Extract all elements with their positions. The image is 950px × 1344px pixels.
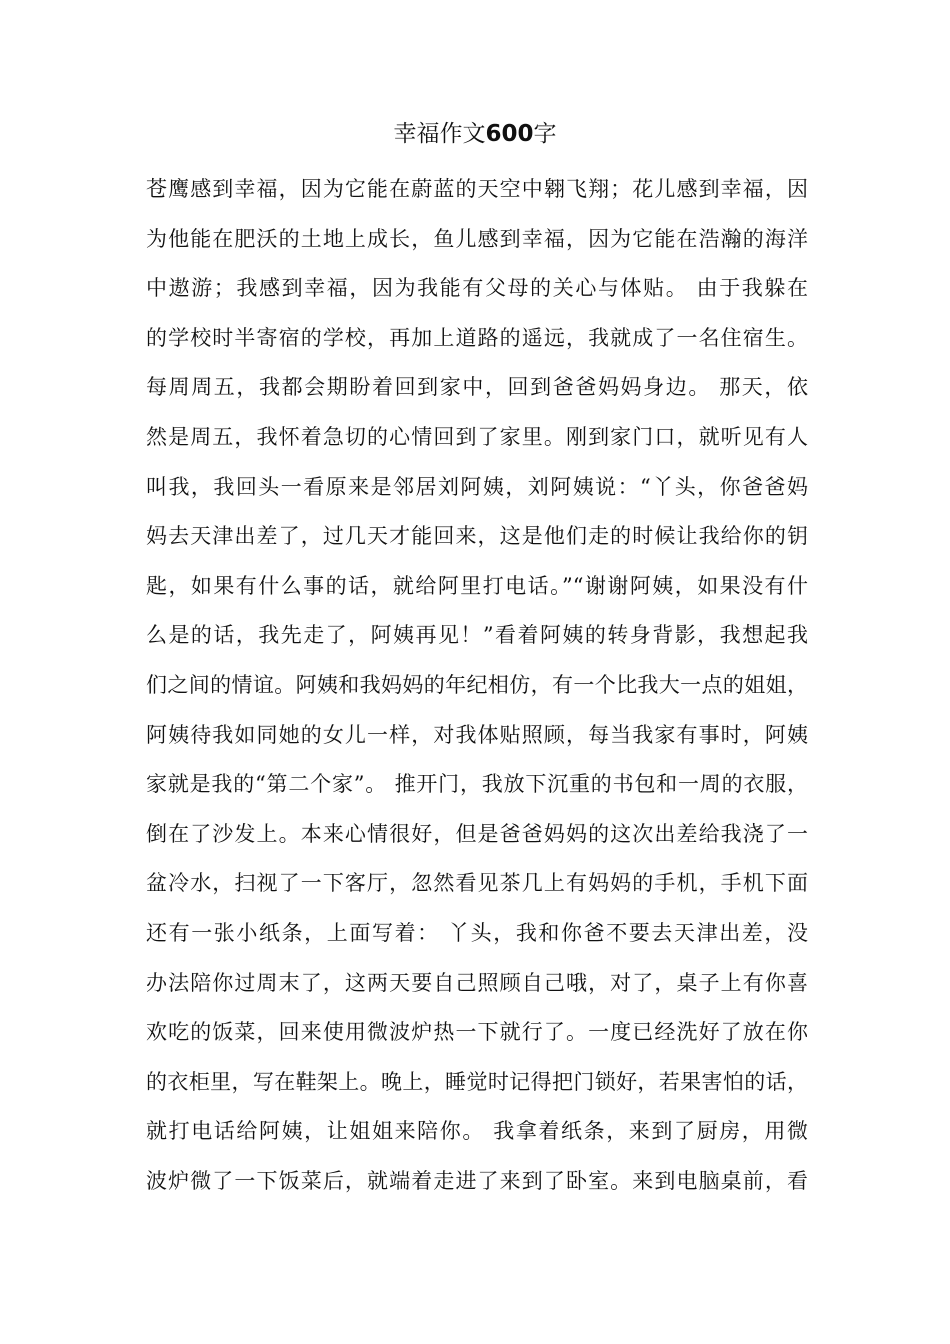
- text-line: 然是周五，我怀着急切的心情回到了家里。刚到家门口，就听见有人: [146, 424, 808, 449]
- text-line: 么是的话，我先走了，阿姨再见！”看着阿姨的转身背影，我想起我: [146, 623, 808, 648]
- text-line: 就打电话给阿姨，让姐姐来陪你。 我拿着纸条，来到了厨房，用微: [146, 1119, 808, 1144]
- text-line: 匙，如果有什么事的话，就给阿里打电话。”“谢谢阿姨，如果没有什: [146, 573, 808, 598]
- text-line: 办法陪你过周末了，这两天要自己照顾自己哦，对了，桌子上有你喜: [146, 970, 808, 995]
- text-line: 们之间的情谊。阿姨和我妈妈的年纪相仿，有一个比我大一点的姐姐，: [146, 672, 808, 697]
- text-line: 妈去天津出差了，过几天才能回来，这是他们走的时候让我给你的钥: [146, 524, 808, 549]
- text-line: 波炉微了一下饭菜后，就端着走进了来到了卧室。来到电脑桌前，看: [146, 1168, 808, 1193]
- text-line: 为他能在肥沃的土地上成长，鱼儿感到幸福，因为它能在浩瀚的海洋: [146, 226, 808, 251]
- text-line: 还有一张小纸条，上面写着： 丫头，我和你爸不要去天津出差，没: [146, 920, 808, 945]
- text-line: 每周周五，我都会期盼着回到家中，回到爸爸妈妈身边。 那天，依: [146, 375, 808, 400]
- text-line: 中遨游；我感到幸福，因为我能有父母的关心与体贴。 由于我躲在: [146, 276, 808, 301]
- text-line: 叫我，我回头一看原来是邻居刘阿姨，刘阿姨说：“丫头，你爸爸妈: [146, 474, 808, 499]
- title-number: 600: [485, 121, 534, 147]
- title-prefix: 幸福作文: [393, 121, 486, 147]
- text-line: 欢吃的饭菜，回来使用微波炉热一下就行了。一度已经洗好了放在你: [146, 1020, 808, 1045]
- text-line: 的衣柜里，写在鞋架上。晚上，睡觉时记得把门锁好，若果害怕的话，: [146, 1069, 808, 1094]
- page-title: [0, 118, 950, 150]
- text-line: 倒在了沙发上。本来心情很好，但是爸爸妈妈的这次出差给我浇了一: [146, 821, 808, 846]
- title-suffix: 字: [533, 121, 557, 147]
- essay-body: [146, 165, 808, 1206]
- text-line: 阿姨待我如同她的女儿一样，对我体贴照顾，每当我家有事时，阿姨: [146, 722, 808, 747]
- text-line: 的学校时半寄宿的学校，再加上道路的遥远，我就成了一名住宿生。: [146, 325, 808, 350]
- text-line: 苍鹰感到幸福，因为它能在蔚蓝的天空中翱飞翔；花儿感到幸福，因: [146, 177, 808, 201]
- text-line: 家就是我的“第二个家”。 推开门，我放下沉重的书包和一周的衣服，: [146, 772, 808, 797]
- text-line: 盆冷水，扫视了一下客厅，忽然看见茶几上有妈妈的手机，手机下面: [146, 871, 808, 896]
